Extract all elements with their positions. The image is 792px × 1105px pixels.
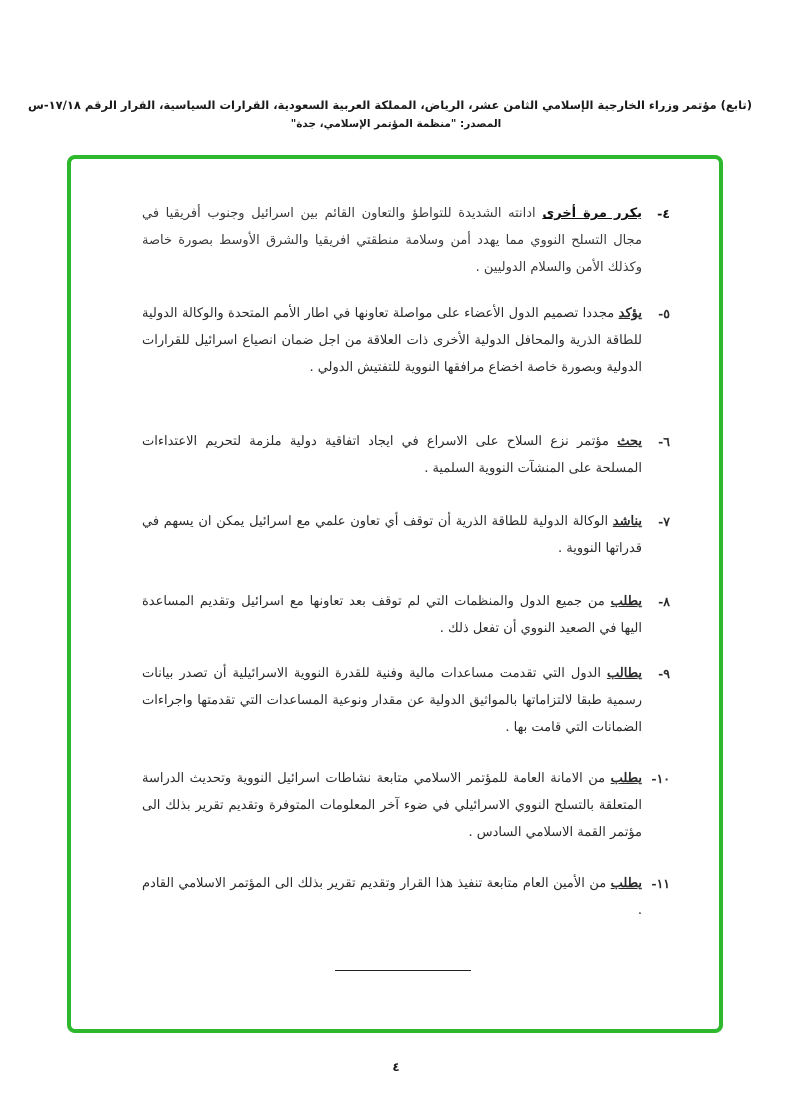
item-verb: يؤكد <box>618 306 642 321</box>
resolution-item-5 <box>142 300 670 381</box>
item-number: ٦- <box>658 434 670 449</box>
item-text: مؤتمر نزع السلاح على الاسراع في ايجاد اتفاقية دولية ملزمة لتحريم الاعتداءات المسلحة على المنشآت النووية السلمية . <box>142 434 642 476</box>
item-number: ٤- <box>657 206 670 221</box>
page-number: ٤ <box>392 1060 400 1074</box>
item-verb: يطالب <box>607 666 642 681</box>
resolution-item-7 <box>142 508 670 562</box>
resolution-item-11 <box>142 870 670 924</box>
item-number: ٨- <box>658 594 670 609</box>
item-text: الوكالة الدولية للطاقة الذرية أن توقف أي تعاون علمي مع اسرائيل يمكن ان يسهم في قدراتها النووية . <box>142 514 642 556</box>
item-verb: يكرر مرة أخرى <box>542 206 643 221</box>
item-number: ٧- <box>658 514 670 529</box>
item-number: ١١- <box>651 876 670 891</box>
item-text: من الامانة العامة للمؤتمر الاسلامي متابعة نشاطات اسرائيل النووية وتحديث الدراسة المتعلقة بالتسلح النووي الاسرائيلي في ضوء آخر المعلومات المتوفرة وتقديم تقرير بذلك الى مؤتمر القمة الاسلامي السادس . <box>142 771 642 840</box>
item-verb: يطلب <box>610 876 642 891</box>
resolution-item-9 <box>142 660 670 741</box>
resolution-item-8 <box>142 588 670 642</box>
item-verb: يحث <box>617 434 642 449</box>
resolution-item-6 <box>142 428 670 482</box>
item-number: ٩- <box>658 666 670 681</box>
item-verb: يطلب <box>610 771 642 786</box>
item-number: ٥- <box>658 306 670 321</box>
document-header <box>27 96 752 132</box>
resolution-item-10 <box>142 765 670 846</box>
item-text: من جميع الدول والمنظمات التي لم توقف بعد تعاونها مع اسرائيل وتقديم المساعدة اليها في الصعيد النووي أن تفعل ذلك . <box>142 594 642 636</box>
item-text: ادانته الشديدة للتواطؤ والتعاون القائم بين اسرائيل وجنوب أفريقيا في مجال التسلح النووي مما يهدد أمن وسلامة منطقتي افريقيا والشرق الأوسط بصورة خاصة وكذلك الأمن والسلام الدوليين . <box>142 206 642 275</box>
header-title: (تابع) مؤتمر وزراء الخارجية الإسلامي الثامن عشر، الرياض، المملكة العربية السعودية، القرارات السياسية، القرار الرقم ١٧/١٨-س <box>27 98 752 112</box>
item-number: ١٠- <box>651 771 670 786</box>
item-text: الدول التي تقدمت مساعدات مالية وفنية للقدرة النووية الاسرائيلية أن تصدر بيانات رسمية طبقا لالتزاماتها بالمواثيق الدولية عن مقدار ونوعية المساعدات التي تقدمتها واجراءات الضمانات التي قامت بها . <box>142 666 642 735</box>
item-text: مجددا تصميم الدول الأعضاء على مواصلة تعاونها في اطار الأمم المتحدة والوكالة الدولية للطاقة الذرية والمحافل الدولية الأخرى ذات العلاقة من اجل ضمان انصياع اسرائيل للقرارات الدولية وبصورة خاصة اخضاع مرافقها النووية للتفتيش الدولي . <box>142 306 642 375</box>
item-verb: يناشد <box>612 514 642 529</box>
item-text: من الأمين العام متابعة تنفيذ هذا القرار وتقديم تقرير بذلك الى المؤتمر الاسلامي القادم . <box>142 876 642 918</box>
resolution-item-4 <box>142 200 670 281</box>
closing-divider <box>335 970 471 971</box>
item-verb: يطلب <box>610 594 642 609</box>
header-source: المصدر: "منظمة المؤتمر الإسلامي، جدة" <box>290 118 502 130</box>
